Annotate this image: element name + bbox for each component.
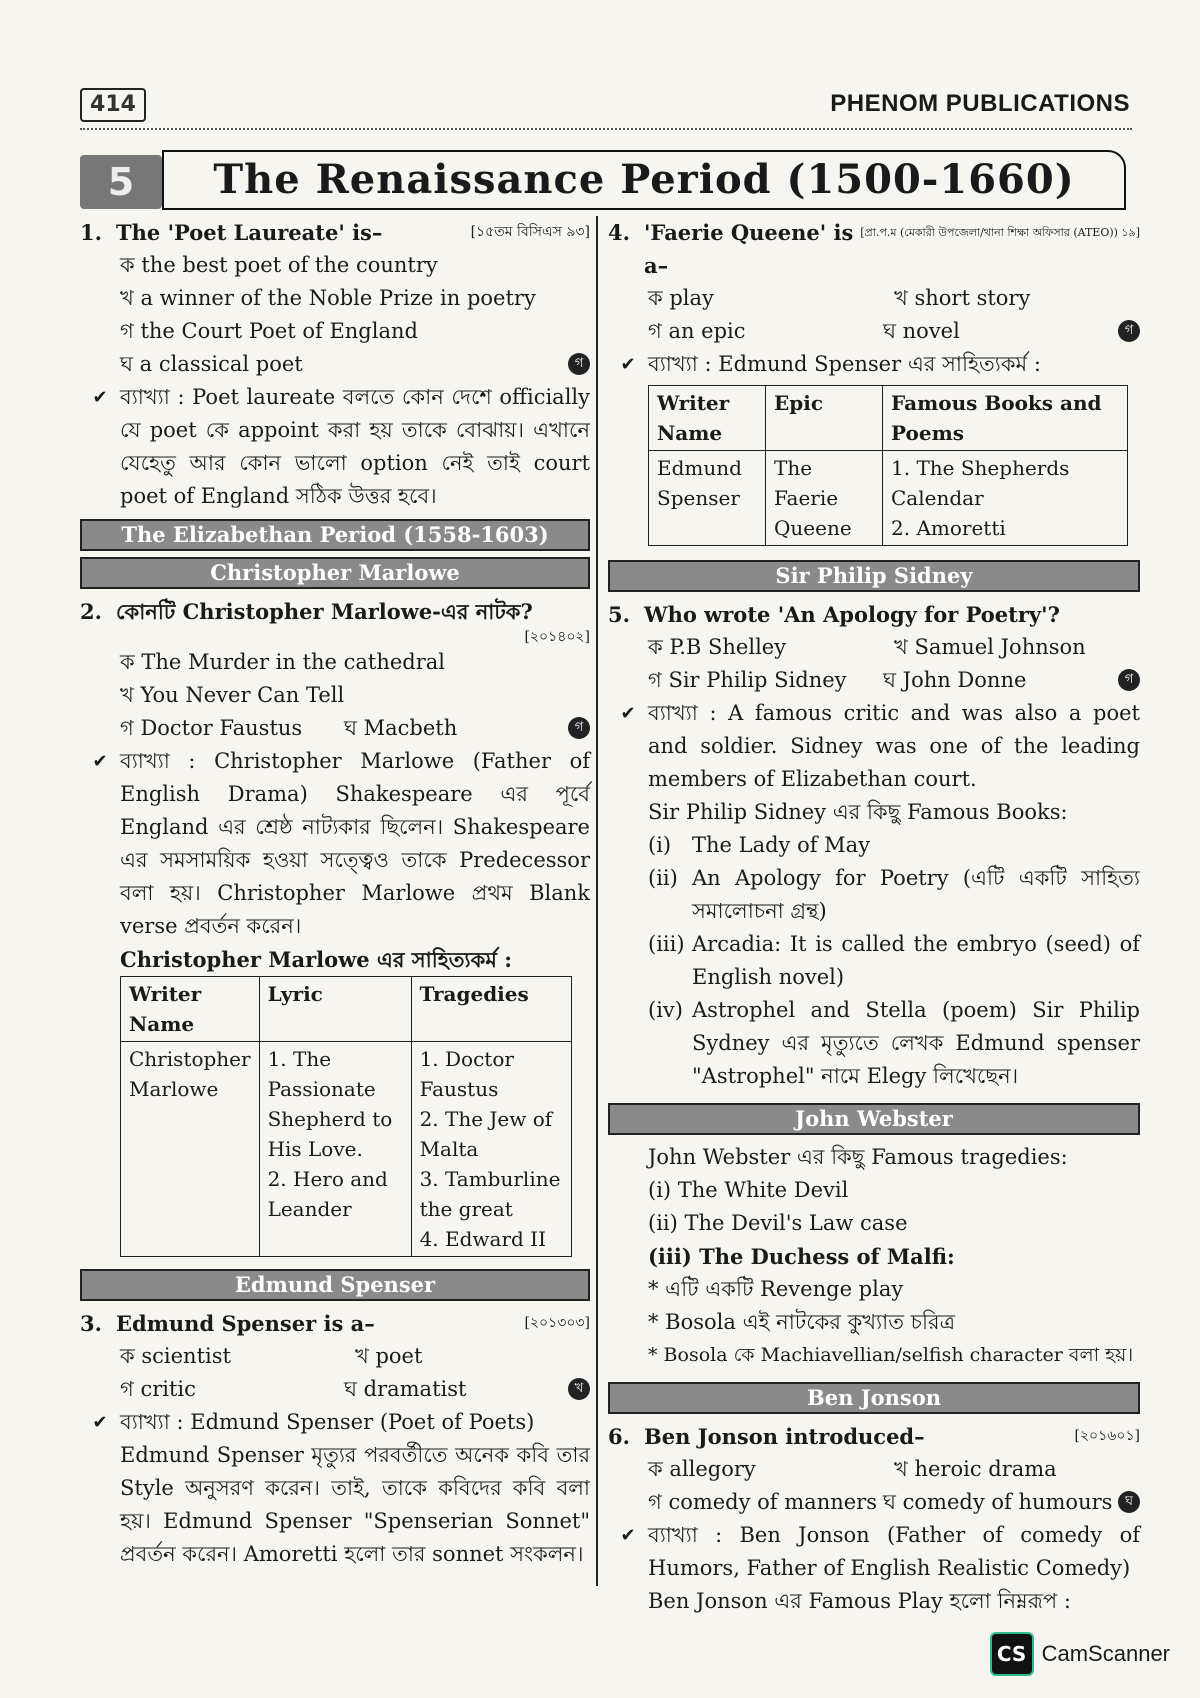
- option: খ a winner of the Noble Prize in poetry: [120, 286, 536, 310]
- webster-note: * Bosola কে Machiavellian/selfish character বলা হয়।: [648, 1344, 1134, 1366]
- option-row: ক scientist খ poet: [120, 1344, 423, 1368]
- question-source: [২০১৪০২]: [524, 629, 590, 645]
- book-item: (ii) An Apology for Poetry (এটি একটি সাহিত্য সমালোচনা গ্রন্থ): [648, 866, 1140, 923]
- check-icon: ✔: [620, 703, 636, 724]
- question-5: 5. Who wrote 'An Apology for Poetry'?: [608, 602, 1060, 627]
- section-heading: Ben Jonson: [608, 1382, 1140, 1414]
- explanation: ✔ ব্যাখ্যা : Edmund Spenser এর সাহিত্যকর্ম :: [608, 348, 1140, 381]
- question-source: [২০১৩০৩]: [524, 1315, 590, 1331]
- option-row: গ Sir Philip Sidney ঘ John Donne গ: [608, 664, 1140, 697]
- question-4: 4. 'Faerie Queene' is a– [প্রা.প.ম (মেকারী উপজেলা/থানা শিক্ষা অফিসার (ATEO)) ১৯]: [608, 216, 1140, 282]
- option-row: ক allegory খ heroic drama: [648, 1457, 1057, 1481]
- marlowe-works-table: Writer Name Lyric Tragedies Christopher Marlowe 1. The Passionate Shepherd to His Love. 2. Hero and Leander 1. Doctor Faustus 2. The Jew of Malta 3. Tamburline the great 4. Edward II: [120, 976, 572, 1257]
- webster-item: (i) The White Devil: [648, 1178, 849, 1202]
- camscanner-brand: CamScanner: [1041, 1641, 1170, 1666]
- check-icon: ✔: [620, 354, 636, 375]
- publisher-name: PHENOM PUBLICATIONS: [830, 90, 1130, 117]
- explanation-paragraph: Edmund Spenser মৃত্যুর পরবর্তীতে অনেক কবি তার Style অনুসরণ করেন। তাই, তাকে কবিদের কবি বলা হয়। Edmund Spenser "Spenserian Sonnet" প্রবর্তন করেন। Amoretti হলো তার sonnet সংকলন।: [120, 1443, 590, 1566]
- option-row: ক P.B Shelley খ Samuel Johnson: [648, 635, 1086, 659]
- check-icon: ✔: [620, 1525, 636, 1546]
- option: গ the Court Poet of England: [120, 319, 418, 343]
- answer-badge: গ: [568, 353, 590, 375]
- question-1: 1. The 'Poet Laureate' is– [১৫তম বিসিএস ৯৩]: [80, 216, 590, 249]
- question-3: 3. Edmund Spenser is a– [২০১৩০৩]: [80, 1307, 590, 1340]
- explanation: ✔ ব্যাখ্যা : A famous critic and was also a poet and soldier. Sidney was one of the leading members of Elizabethan court.: [608, 697, 1140, 796]
- answer-badge: গ: [1118, 320, 1140, 342]
- camscanner-logo: CS: [990, 1632, 1034, 1676]
- webster-note: * Bosola এই নাটকের কুখ্যাত চরিত্র: [648, 1310, 955, 1334]
- book-item: (i) The Lady of May: [648, 833, 871, 857]
- books-title: Sir Philip Sidney এর কিছু Famous Books:: [648, 800, 1068, 824]
- page-number: 414: [80, 88, 146, 122]
- option-row: গ critic ঘ dramatist খ: [80, 1373, 590, 1406]
- explanation: ✔ ব্যাখ্যা : Christopher Marlowe (Father of English Drama) Shakespeare এর পূর্বে England এর শ্রেষ্ঠ নাট্যকার ছিলেন। Shakespeare এর সমসাময়িক হওয়া সত্ত্বেও তাকে Predecessor বলা হয়। Christopher Marlowe প্রথম Blank verse প্রবর্তন করেন।: [80, 745, 590, 943]
- left-column: [80, 216, 590, 1571]
- camscanner-watermark: [990, 1632, 1170, 1676]
- option: ক the best poet of the country: [120, 253, 438, 277]
- question-source: [২০১৬০১]: [1074, 1428, 1140, 1444]
- right-column: [608, 216, 1140, 1618]
- section-heading: John Webster: [608, 1103, 1140, 1135]
- explanation: ✔ ব্যাখ্যা : Edmund Spenser (Poet of Poets): [80, 1406, 590, 1439]
- spenser-works-table: Writer Name Epic Famous Books and Poems Edmund Spenser The Faerie Queene 1. The Shepherds Calendar 2. Amoretti: [648, 385, 1128, 546]
- option: খ You Never Can Tell: [120, 683, 345, 707]
- answer-badge: ঘ: [1118, 1491, 1140, 1513]
- answer-badge: খ: [568, 1378, 590, 1400]
- option-row: গ an epic ঘ novel গ: [608, 315, 1140, 348]
- option: ঘ a classical poet গ: [80, 348, 590, 381]
- explanation: ✔ ব্যাখ্যা : Poet laureate বলতে কোন দেশে officially যে poet কে appoint করা হয় তাকে বোঝায়। এখানে যেহেতু আর কোন ভালো option নেই তাই court poet of England সঠিক উত্তর হবে।: [80, 381, 590, 513]
- question-6: 6. Ben Jonson introduced– [২০১৬০১]: [608, 1420, 1140, 1453]
- check-icon: ✔: [92, 387, 108, 408]
- question-source: [প্রা.প.ম (মেকারী উপজেলা/থানা শিক্ষা অফিসার (ATEO)) ১৯]: [860, 226, 1140, 239]
- question-2: 2. কোনটি Christopher Marlowe-এর নাটক?: [80, 599, 533, 624]
- book-item: (iii) Arcadia: It is called the embryo (seed) of English novel): [648, 932, 1140, 989]
- chapter-title: The Renaissance Period (1500-1660): [162, 150, 1126, 210]
- webster-item: (ii) The Devil's Law case: [648, 1211, 908, 1235]
- check-icon: ✔: [92, 1412, 108, 1433]
- section-heading: The Elizabethan Period (1558-1603): [80, 519, 590, 551]
- book-item: (iv) Astrophel and Stella (poem) Sir Philip Sydney এর মৃত্যুতে লেখক Edmund spenser "Astrophel" নামে Elegy লিখেছেন।: [648, 998, 1140, 1088]
- option: ক The Murder in the cathedral: [120, 650, 446, 674]
- webster-intro: John Webster এর কিছু Famous tragedies:: [648, 1145, 1068, 1169]
- explanation-paragraph: Ben Jonson এর Famous Play হলো নিম্নরূপ :: [648, 1589, 1071, 1613]
- works-title: Christopher Marlowe এর সাহিত্যকর্ম :: [120, 947, 512, 972]
- column-divider: [596, 216, 598, 1586]
- section-heading: Sir Philip Sidney: [608, 560, 1140, 592]
- section-heading: Edmund Spenser: [80, 1269, 590, 1301]
- answer-badge: গ: [568, 717, 590, 739]
- answer-badge: গ: [1118, 669, 1140, 691]
- section-heading: Christopher Marlowe: [80, 557, 590, 589]
- option-row: ক play খ short story: [648, 286, 1031, 310]
- chapter-number: 5: [80, 155, 162, 209]
- question-source: [১৫তম বিসিএস ৯৩]: [470, 224, 590, 240]
- option-row: গ comedy of manners ঘ comedy of humours ঘ: [608, 1486, 1140, 1519]
- explanation: ✔ ব্যাখ্যা : Ben Jonson (Father of comedy of Humors, Father of English Realistic Comedy): [608, 1519, 1140, 1585]
- check-icon: ✔: [92, 751, 108, 772]
- header-divider: [80, 128, 1132, 130]
- webster-item: (iii) The Duchess of Malfi:: [648, 1244, 955, 1269]
- webster-note: * এটি একটি Revenge play: [648, 1277, 904, 1301]
- option-row: গ Doctor Faustus ঘ Macbeth গ: [80, 712, 590, 745]
